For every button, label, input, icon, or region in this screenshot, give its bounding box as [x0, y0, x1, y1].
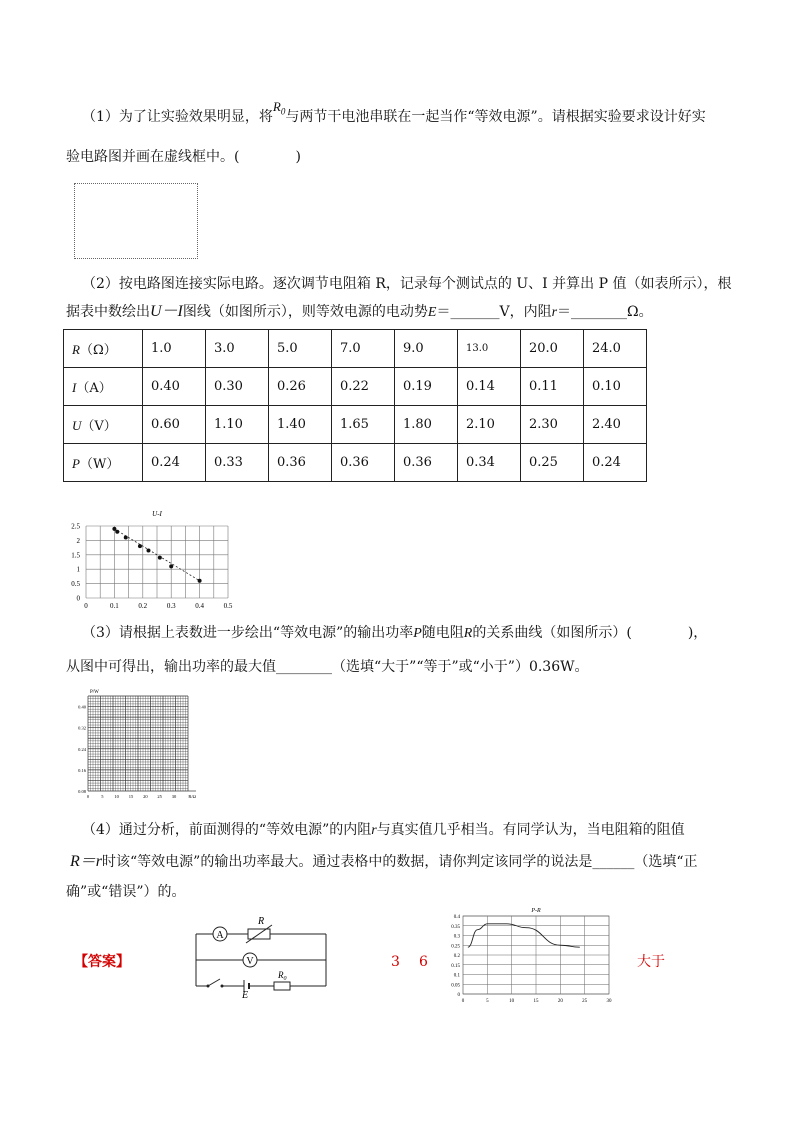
- x-tick-label: 0.3: [166, 602, 176, 610]
- table-cell: 0.24: [143, 444, 206, 482]
- table-row-label: R（Ω）: [64, 330, 143, 368]
- x-tick-label: 25: [582, 999, 588, 1004]
- x-tick-label: 10: [509, 999, 515, 1004]
- svg-text:E: E: [242, 990, 249, 998]
- table-cell: 1.0: [143, 330, 206, 368]
- table-cell: 0.10: [584, 368, 647, 406]
- table-cell: 1.10: [206, 406, 269, 444]
- x-tick-label: 0.1: [110, 602, 119, 610]
- x-tick-label: 0: [86, 794, 90, 799]
- data-point: [158, 556, 162, 560]
- table-cell: 0.14: [458, 368, 521, 406]
- y-tick-label: 0.1: [453, 973, 460, 979]
- answer-tag: 【答案】: [74, 954, 130, 970]
- y-tick-label: 1.5: [71, 551, 80, 560]
- table-cell: 0.22: [332, 368, 395, 406]
- svg-text:A: A: [216, 930, 224, 941]
- y-tick-label: 0.3: [453, 934, 460, 940]
- table-cell: 0.34: [458, 444, 521, 482]
- ui-chart: [64, 508, 244, 612]
- table-cell: 20.0: [521, 330, 584, 368]
- data-point: [124, 536, 128, 540]
- answer-compare: 大于: [637, 954, 665, 970]
- table-row-label: I（A）: [64, 368, 143, 406]
- table-cell: 1.65: [332, 406, 395, 444]
- table-row-label: P（W）: [64, 444, 143, 482]
- table-cell: 2.40: [584, 406, 647, 444]
- y-tick-label: 0: [76, 594, 80, 603]
- table-row-label: U（V）: [64, 406, 143, 444]
- y-tick-label: 0.35: [451, 924, 460, 930]
- data-point: [138, 544, 142, 548]
- table-row: [64, 406, 647, 444]
- answer-dashed-box[interactable]: [74, 183, 198, 259]
- table-cell: 2.10: [458, 406, 521, 444]
- table-row: [64, 368, 647, 406]
- svg-text:R0: $R_0$: [278, 970, 287, 982]
- table-cell: 0.25: [521, 444, 584, 482]
- y-tick-label: 1: [76, 565, 80, 574]
- chart-title: P/W: [90, 690, 99, 695]
- q4-line1: （4）通过分析，前面测得的“等效电源”的内阻r与真实值几乎相当。有同学认为，当电阻箱的阻值: [82, 822, 685, 838]
- x-axis-label: R/Ω: [188, 794, 196, 799]
- data-point: [112, 527, 116, 531]
- x-tick-label: 0.5: [223, 602, 233, 610]
- y-tick-label: 2.5: [71, 522, 80, 531]
- table-cell: 0.11: [521, 368, 584, 406]
- data-point: [198, 579, 202, 583]
- y-tick-label: 0.32: [78, 725, 86, 731]
- data-point: [146, 548, 150, 552]
- x-tick-label: 30: [171, 794, 177, 799]
- svg-text:V: V: [246, 956, 254, 967]
- pr-answer-chart: [437, 904, 617, 1006]
- table-cell: 0.30: [206, 368, 269, 406]
- chart-title: P-R: [531, 908, 541, 914]
- y-tick-label: 0.2: [453, 954, 460, 959]
- q1-line1: （1）为了让实验效果明显，将$R_0$与两节干电池串联在一起当作“等效电源”。请根据实验要求设计好实: [82, 99, 706, 125]
- table-cell: 13.0: [458, 330, 521, 368]
- x-tick-label: 0: [461, 999, 465, 1004]
- x-tick-label: 30: [606, 999, 612, 1004]
- table-row: [64, 330, 647, 368]
- x-tick-label: 0.2: [138, 602, 148, 610]
- table-cell: 0.36: [395, 444, 458, 482]
- x-tick-label: 15: [128, 794, 134, 799]
- x-tick-label: 5: [486, 999, 489, 1004]
- y-tick-label: 0.08: [78, 789, 86, 794]
- x-tick-label: 15: [533, 999, 539, 1004]
- y-tick-label: 0.5: [71, 580, 80, 589]
- x-tick-label: 20: [557, 999, 563, 1004]
- q1-line2: 验电路图并画在虚线框中。( ): [66, 149, 301, 165]
- pr-empty-grid: [70, 686, 200, 804]
- r0-resistor-icon: [274, 982, 290, 990]
- table-cell: 1.80: [395, 406, 458, 444]
- table-cell: 0.36: [332, 444, 395, 482]
- table-cell: 9.0: [395, 330, 458, 368]
- chart-title: U-I: [152, 510, 162, 518]
- answer-emf: 3: [391, 954, 400, 970]
- answer-internal-resistance: 6: [419, 954, 428, 970]
- table-cell: 0.19: [395, 368, 458, 406]
- switch-blade: [208, 979, 220, 986]
- table-cell: 0.26: [269, 368, 332, 406]
- q3-line2: 从图中可得出，输出功率的最大值________（选填“大于”“等于”或“小于”）0.36W。: [66, 659, 589, 675]
- q2-line2: 据表中数绘出U－I图线（如图所示），则等效电源的电动势E＝_______V，内阻r＝________Ω。: [66, 303, 653, 320]
- circuit-diagram: [186, 914, 336, 998]
- y-tick-label: 0.15: [451, 963, 460, 969]
- q3-line1: （3）请根据上表数进一步绘出“等效电源”的输出功率P随电阻R的关系曲线（如图所示）( )，: [82, 625, 708, 641]
- table-row: [64, 444, 647, 482]
- y-tick-label: 0.25: [451, 944, 460, 950]
- y-tick-label: 0.05: [451, 983, 460, 989]
- table-cell: 3.0: [206, 330, 269, 368]
- q2-line1: （2）按电路图连接实际电路。逐次调节电阻箱 R，记录每个测试点的 U、I 并算出 P 值（如表所示），根: [82, 276, 732, 292]
- svg-text:R: R: [258, 916, 265, 927]
- y-tick-label: 0: [457, 993, 460, 998]
- y-tick-label: 0.24: [78, 746, 86, 752]
- x-tick-label: 0: [84, 602, 88, 610]
- table-cell: 7.0: [332, 330, 395, 368]
- x-tick-label: 5: [101, 794, 104, 799]
- table-cell: 0.33: [206, 444, 269, 482]
- y-tick-label: 0.40: [78, 704, 86, 710]
- table-cell: 0.24: [584, 444, 647, 482]
- q4-line3: 确”或“错误”）的。: [66, 884, 186, 900]
- y-tick-label: 2: [76, 536, 80, 545]
- x-tick-label: 20: [143, 794, 148, 799]
- data-point: [115, 530, 119, 534]
- y-tick-label: 0.16: [78, 767, 86, 773]
- table-cell: 24.0: [584, 330, 647, 368]
- table-cell: 0.60: [143, 406, 206, 444]
- data-point: [169, 564, 173, 568]
- table-cell: 0.36: [269, 444, 332, 482]
- table-cell: 0.40: [143, 368, 206, 406]
- x-tick-label: 25: [157, 794, 162, 799]
- q4-line2: R＝r时该“等效电源”的输出功率最大。通过表格中的数据，请你判定该同学的说法是______（选填“正: [70, 853, 698, 870]
- x-tick-label: 10: [114, 794, 119, 799]
- table-cell: 2.30: [521, 406, 584, 444]
- table-cell: 1.40: [269, 406, 332, 444]
- table-cell: 5.0: [269, 330, 332, 368]
- data-table: [63, 329, 647, 482]
- x-tick-label: 0.4: [195, 602, 204, 610]
- y-tick-label: 0.4: [453, 915, 460, 920]
- r0-symbol: $R_0$: [272, 99, 286, 117]
